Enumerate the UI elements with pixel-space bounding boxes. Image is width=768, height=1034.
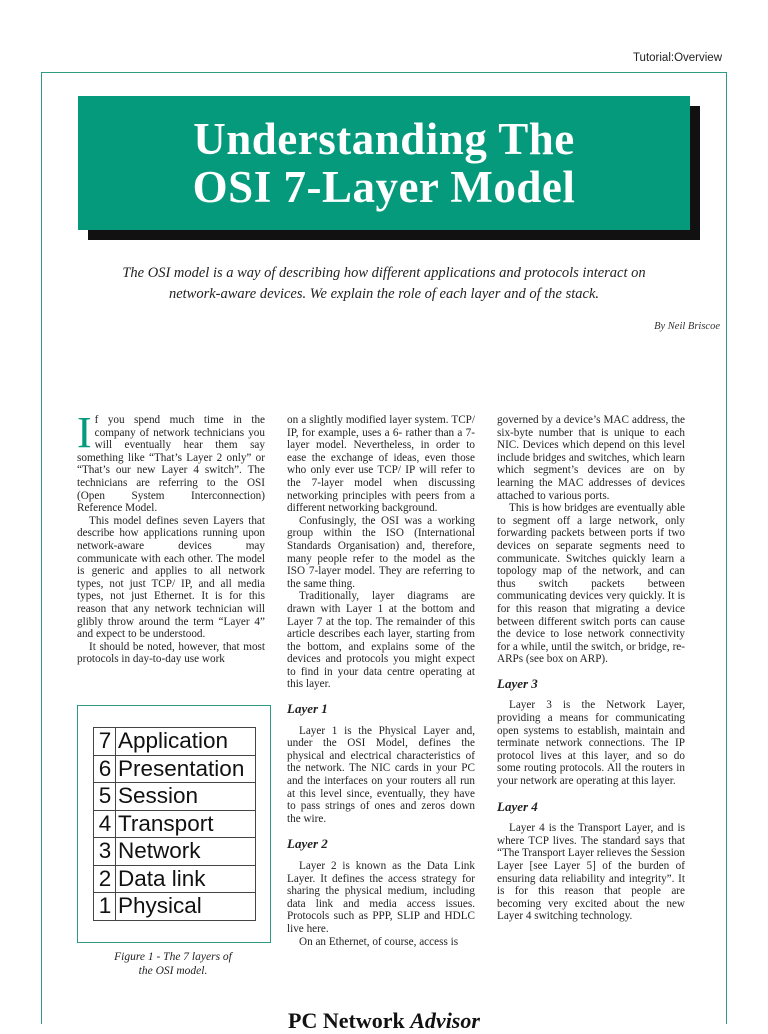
column2-paragraph-2: Confusingly, the OSI was a working group within the ISO (International Standards Organisation) and, therefore, many people refer to the model as the ISO 7-layer model. They are referring to the same thing.	[287, 514, 475, 590]
layer-row	[94, 865, 256, 893]
column1-p1-text: f you spend much time in the company of network technicians you will eventually hear them say something like “That’s Layer 2 only” or “That’s our new Layer 4 switch”. The technicians are referring to the OSI (Open System Interconnection) Reference Model.	[77, 414, 265, 515]
layer4-text: Layer 4 is the Transport Layer, and is where TCP lives. The standard says that “The Transport Layer relieves the Session Layer [see Layer 5] of the burden of ensuring data reliability and integrity”. It is for this reason that people are becoming very excited about the new Layer 4 switching technology.	[497, 822, 685, 923]
column1-paragraph-2: This model defines seven Layers that describe how applications running upon network-aware devices may communicate with each other. The model is generic and applies to all network types, not just TCP/ IP, and all media types, not just Ethernet. It is for this reason that any network technician will glibly throw around the term “Layer 4” and expect to be understood.	[77, 514, 265, 641]
layer-row	[94, 810, 256, 838]
layer-number: 1	[94, 893, 116, 921]
layer-name: Transport	[116, 810, 256, 838]
column-2	[287, 414, 475, 948]
layer2-text-continued: On an Ethernet, of course, access is	[299, 935, 459, 948]
osi-layer-table	[93, 727, 256, 921]
intro-standfirst: The OSI model is a way of describing how different applications and protocols interact on network-aware devices. We explain the role of each layer and of the stack.	[122, 265, 646, 302]
layer-name: Session	[116, 783, 256, 811]
layer-number: 2	[94, 865, 116, 893]
footer-title-italic: Advisor	[410, 1008, 480, 1033]
layer-name: Network	[116, 838, 256, 866]
column1-paragraph-3: It should be noted, however, that most protocols in day-to-day use work	[77, 640, 265, 666]
caption-line-2: the OSI model.	[138, 965, 208, 977]
column-3	[497, 414, 685, 923]
section-label: Tutorial:Overview	[632, 52, 722, 64]
layer-row	[94, 755, 256, 783]
layer3-heading: Layer 3	[497, 675, 538, 691]
layer1-text: Layer 1 is the Physical Layer and, under the OSI Model, defines the physical and electrical characteristics of the network. The NIC cards in your PC and the interfaces on your routers all run at this level since, eventually, they have to pass strings of ones and zeros down the wire.	[287, 724, 475, 825]
layer1-heading: Layer 1	[287, 701, 328, 717]
column3-paragraph-1: governed by a device’s MAC address, the six-byte number that is unique to each NIC. Devices which depend on this level include bridges and switches, which learn which segment’s devices are on by learning the MAC addresses of devices attached to various ports.	[497, 414, 685, 502]
caption-line-1: Figure 1 - The 7 layers of	[114, 951, 232, 963]
drop-cap: I	[77, 408, 92, 457]
column2-paragraph-3: Traditionally, layer diagrams are drawn with Layer 1 at the bottom and Layer 7 at the top. The remainder of this article describes each layer, starting from the bottom, and explains some of the devices and protocols you might expect to find in your data centre operating at this layer.	[287, 590, 475, 691]
layer2-text: Layer 2 is known as the Data Link Layer. It defines the access strategy for sharing the physical medium, including data link and media access issues. Protocols such as PPP, SLIP and HDLC live here.	[287, 860, 475, 935]
column2-paragraph-1: on a slightly modified layer system. TCP/ IP, for example, uses a 6- rather than a 7-layer model. Nevertheless, in order to ease the exchange of ideas, even those who only ever use TCP/ IP will refer to the 7-layer model when discussing networking principles with peers from a different networking background.	[287, 414, 475, 515]
layer-name: Physical	[116, 893, 256, 921]
layer-number: 4	[94, 810, 116, 838]
title-line-2: OSI 7-Layer Model	[192, 162, 576, 212]
title-banner	[78, 96, 690, 230]
column3-paragraph-2: This is how bridges are eventually able to segment off a large network, only forwarding packets between ports if two devices on separate segments need to communicate. Switches quickly learn a topology map of the network, and can thus switch packets between communicating devices very quickly. It is for this reason that migrating a device between different switch ports can cause the device to lose network connectivity for a while, until the switch, or bridge, re-ARPs (see box on ARP).	[497, 502, 685, 666]
figure-osi-layers	[77, 705, 271, 943]
byline: By Neil Briscoe	[654, 321, 720, 332]
layer-row	[94, 728, 256, 756]
layer-row	[94, 893, 256, 921]
layer3-text: Layer 3 is the Network Layer, providing a means for communicating open systems to establish, maintain and terminate network connections. The IP protocol lives at this layer, and so do some routing protocols. All the routers in your network are operating at this layer.	[497, 699, 685, 788]
figure-caption	[77, 950, 269, 978]
layer-name: Presentation	[116, 755, 256, 783]
frame-border-right	[726, 72, 727, 1024]
layer-name: Application	[116, 728, 256, 756]
layer-number: 5	[94, 783, 116, 811]
frame-border-left	[41, 72, 42, 1024]
layer-row	[94, 783, 256, 811]
column-1	[77, 408, 265, 666]
layer-number: 7	[94, 728, 116, 756]
magazine-footer	[0, 1008, 768, 1034]
title-line-1: Understanding The	[193, 114, 575, 164]
frame-border-top	[41, 72, 727, 73]
layer2-heading: Layer 2	[287, 836, 328, 852]
column1-paragraph-1	[77, 408, 265, 515]
layer-number: 6	[94, 755, 116, 783]
layer-name: Data link	[116, 865, 256, 893]
layer-row	[94, 838, 256, 866]
layer4-heading: Layer 4	[497, 798, 538, 814]
layer-number: 3	[94, 838, 116, 866]
footer-title: PC Network	[288, 1008, 411, 1033]
